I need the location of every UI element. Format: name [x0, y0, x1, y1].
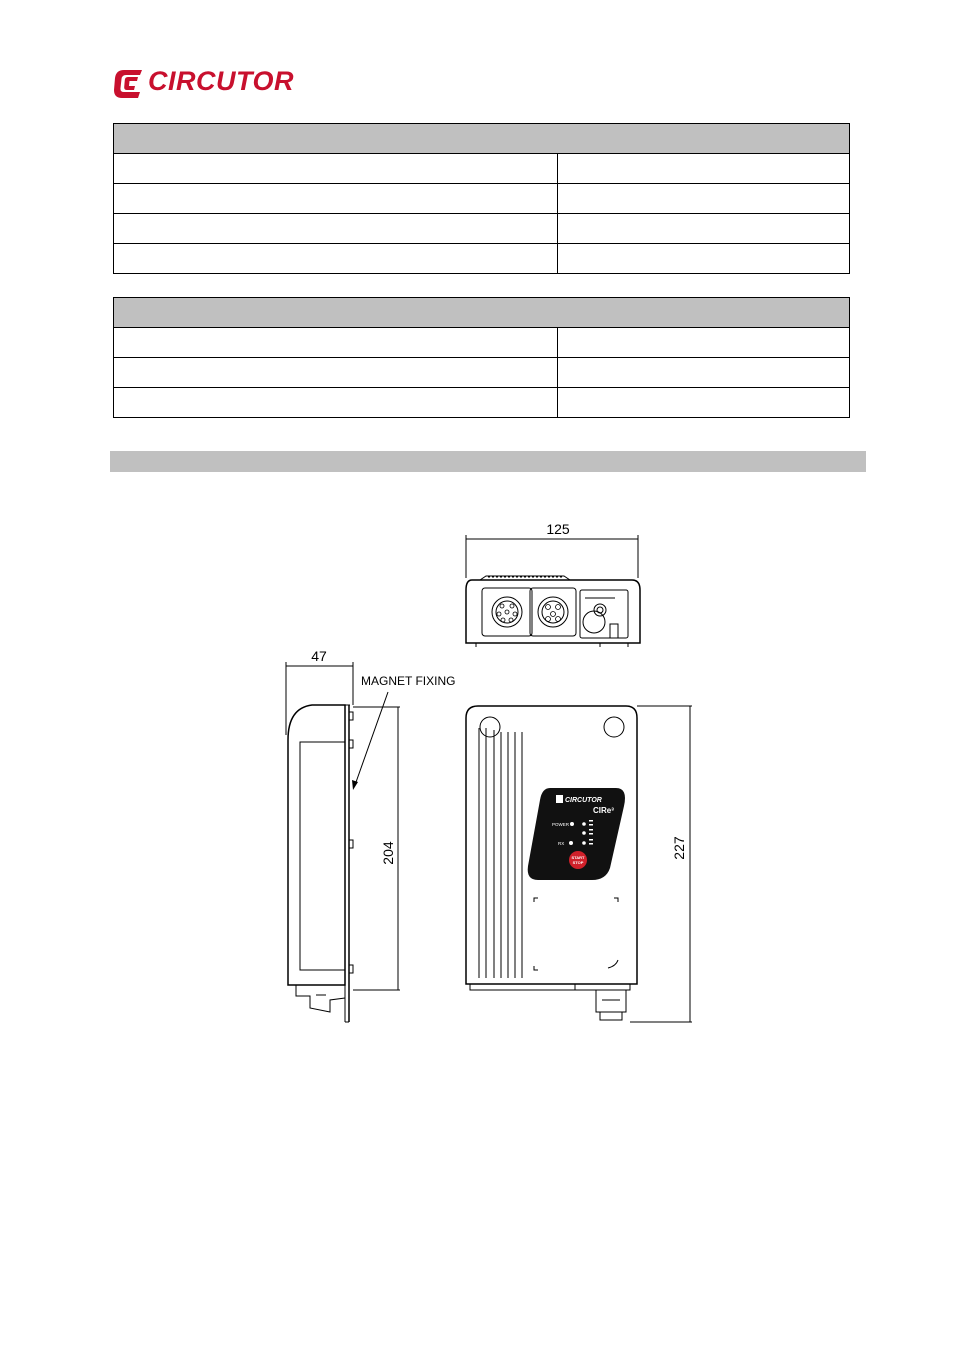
dim-top-width: 125: [546, 521, 570, 537]
dim-side-depth: 47: [311, 648, 327, 664]
led-power-label: POWER: [552, 822, 570, 827]
dim-side-height: 204: [380, 841, 396, 865]
dim-front-height: 227: [671, 836, 687, 860]
status-led-icon: [582, 831, 586, 835]
button-label-stop: STOP: [572, 860, 584, 865]
brand-name: CIRCUTOR: [148, 66, 295, 96]
front-panel: [528, 788, 625, 880]
button-label-start: START: [571, 855, 585, 860]
rx-led-icon: [569, 841, 573, 845]
led-rx-label: RX: [558, 841, 565, 846]
panel-model: CIRe³: [593, 806, 614, 815]
panel-brand: CIRCUTOR: [565, 797, 602, 804]
panel-logo-icon: [556, 795, 563, 803]
power-led-icon: [570, 822, 574, 826]
status-led-icon: [582, 841, 586, 845]
status-led-icon: [582, 822, 586, 826]
magnet-fixing-label: MAGNET FIXING: [361, 674, 456, 688]
top-view: [466, 535, 640, 647]
